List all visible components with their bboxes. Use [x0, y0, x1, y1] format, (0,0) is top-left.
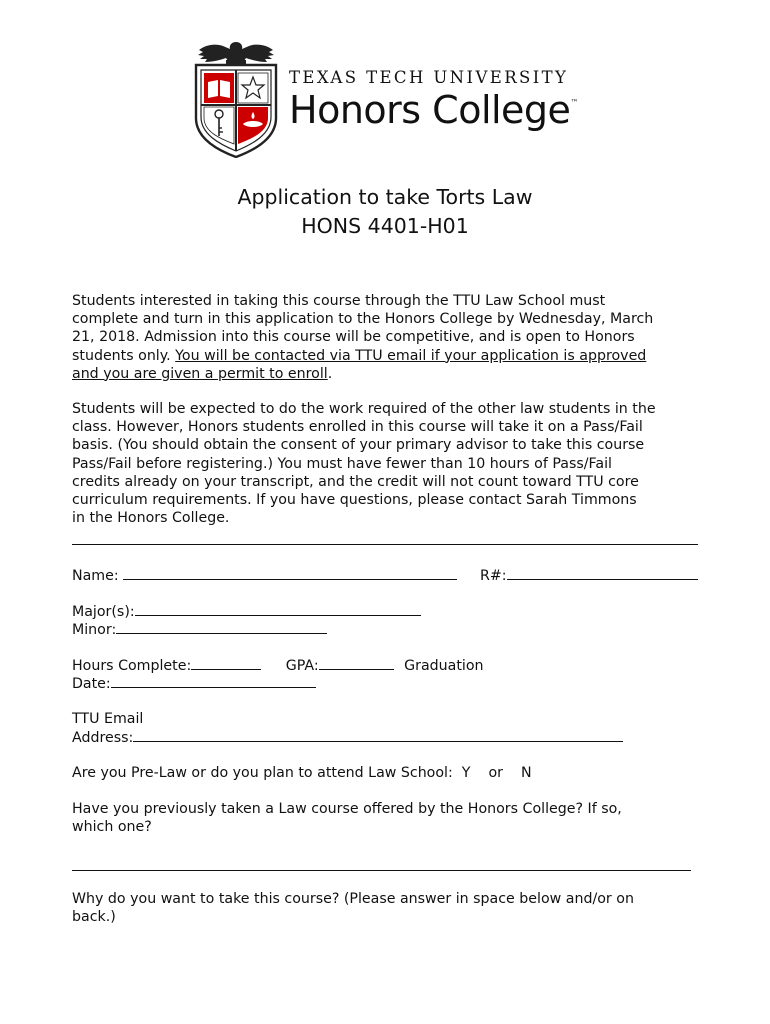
intro-line: complete and turn in this application to the Honors College by Wednesday, March: [72, 311, 654, 328]
email-label: Address:: [72, 730, 134, 746]
rnum-row: [480, 566, 698, 585]
minor-row: [72, 620, 327, 639]
details-line: Students will be expected to do the work required of the other law students in the: [72, 401, 656, 417]
details-line: Pass/Fail before registering.) You must have fewer than 10 hours of Pass/Fail: [72, 455, 612, 472]
hours-label: Hours Complete:: [72, 658, 192, 674]
date-label: Date:: [72, 676, 111, 692]
why-question: Why do you want to take this course? (Please answer in space below and/or on: [72, 891, 634, 907]
details-line: basis. (You should obtain the consent of your primary advisor to take this course: [72, 437, 645, 454]
page-title: Application to take Torts Law: [237, 185, 533, 209]
honors-college-logo: [193, 40, 613, 160]
intro-line: Students interested in taking this course through the TTU Law School must: [72, 293, 606, 309]
graduation-date-field[interactable]: [111, 674, 316, 688]
details-line: credits already on your transcript, and the credit will not count toward TTU core: [72, 473, 639, 490]
details-line: in the Honors College.: [72, 510, 230, 527]
gpa-label: GPA:: [285, 658, 319, 674]
email-label-line1: TTU Email: [72, 711, 144, 727]
graduation-date-row: [72, 674, 316, 693]
gpa-field[interactable]: [319, 656, 394, 670]
hours-row: [72, 656, 484, 675]
majors-field[interactable]: [135, 602, 421, 616]
previous-course-field[interactable]: [72, 870, 691, 871]
details-line: class. However, Honors students enrolled in this course will take it on a Pass/Fail: [72, 419, 643, 436]
requirements-paragraph: [72, 400, 698, 527]
previous-course-question-cont: which one?: [72, 819, 152, 835]
name-label: Name:: [72, 568, 124, 584]
notice-underlined: You will be contacted via TTU email if your application is approved: [175, 347, 647, 364]
trademark-mark: ™: [570, 98, 578, 107]
intro-line: students only.: [72, 347, 176, 364]
prelaw-question: Are you Pre-Law or do you plan to attend Law School: Y or N: [72, 765, 532, 781]
minor-label: Minor:: [72, 622, 117, 638]
minor-field[interactable]: [116, 620, 327, 634]
details-line: curriculum requirements. If you have questions, please contact Sarah Timmons: [72, 492, 637, 509]
university-name: TEXAS TECH UNIVERSITY: [289, 68, 569, 87]
email-field[interactable]: [133, 728, 623, 742]
section-divider: [72, 544, 698, 545]
why-question-cont: back.): [72, 909, 116, 925]
rnum-field[interactable]: [507, 566, 698, 580]
graduation-label: Graduation: [404, 658, 484, 674]
intro-paragraph: Students interested in taking this course through the TTU Law School must complete and turn in this application to the Honors College by Wednesday, March 21, 2018. Admission into this course will be competitive, and is open to Honors students only. You will be contacted via TTU email if your application is approved and you are given a permit to enroll.: [72, 293, 654, 382]
notice-underlined: and you are given a permit to enroll: [72, 365, 328, 382]
name-field[interactable]: [123, 566, 457, 580]
name-row: [72, 566, 457, 585]
course-code: HONS 4401-H01: [301, 214, 469, 238]
college-name: Honors College™: [289, 88, 578, 132]
majors-label: Major(s):: [72, 604, 135, 620]
email-row: [72, 728, 623, 747]
rnum-label: R#:: [480, 568, 507, 584]
majors-row: [72, 602, 421, 621]
previous-course-question: Have you previously taken a Law course offered by the Honors College? If so,: [72, 801, 622, 817]
intro-line: 21, 2018. Admission into this course will be competitive, and is open to Honors: [72, 329, 635, 346]
ttu-seal-icon: [193, 40, 279, 158]
hours-field[interactable]: [191, 656, 261, 670]
